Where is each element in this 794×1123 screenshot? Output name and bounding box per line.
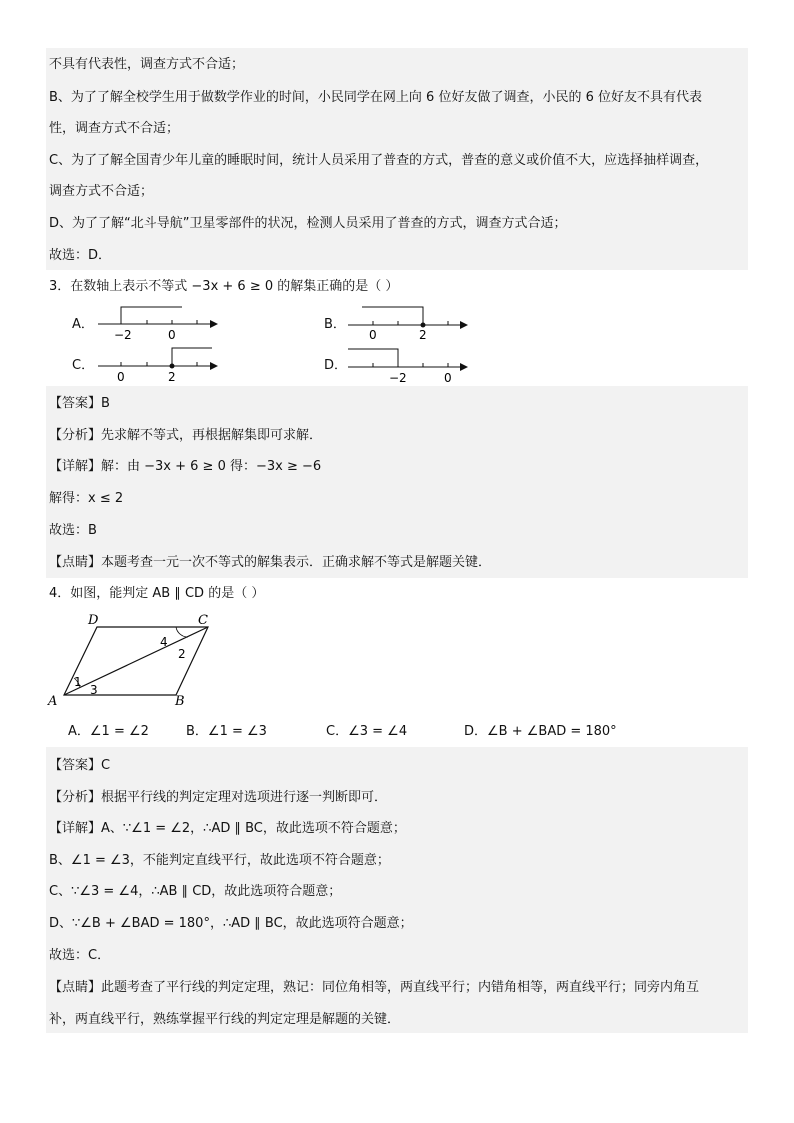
q3-option-d-label: D．: [324, 358, 348, 373]
prev-line-4: C、为了了解全国青少年儿童的睡眠时间，统计人员采用了普查的方式，普查的意义或价值不大，应选择抽样调查，: [49, 153, 709, 168]
q4-detail-c: C、∵∠3 = ∠4，∴AB ∥ CD，故此选项符合题意；: [49, 884, 342, 899]
q4-vertex-b: B: [175, 694, 185, 709]
q4-figure: [44, 612, 224, 712]
q3-number-line-b: [346, 300, 476, 340]
q4-vertex-d: D: [88, 613, 99, 628]
q3-comment: 【点睛】本题考查一元一次不等式的解集表示．正确求解不等式是解题关键．: [49, 555, 492, 570]
q4-angle-2: 2: [178, 647, 186, 661]
q3-d-tick-1: −2: [389, 371, 407, 382]
q3-detail: 【详解】解：由 −3x + 6 ≥ 0 得：−3x ≥ −6: [49, 459, 322, 474]
q3-option-b-label: B．: [324, 317, 346, 332]
q4-angle-4: 4: [160, 635, 168, 649]
q3-c-tick-2: 2: [168, 370, 176, 382]
q3-analysis: 【分析】先求解不等式，再根据解集即可求解．: [49, 428, 323, 443]
q3-b-tick-2: 2: [419, 328, 427, 340]
q3-solve: 解得：x ≤ 2: [49, 491, 124, 506]
q3-a-tick-1: −2: [114, 328, 132, 340]
q4-comment-1: 【点睛】此题考查了平行线的判定定理，熟记：同位角相等，两直线平行；内错角相等，两直线平行；同旁内角互: [49, 980, 700, 995]
q4-detail-d: D、∵∠B + ∠BAD = 180°，∴AD ∥ BC，故此选项符合题意；: [49, 916, 413, 931]
q3-option-a-label: A．: [72, 317, 94, 332]
q3-stem: 3．在数轴上表示不等式 −3x + 6 ≥ 0 的解集正确的是（ ）: [49, 279, 399, 294]
prev-line-3: 性，调查方式不合适；: [49, 121, 180, 136]
q4-vertex-c: C: [198, 613, 208, 628]
prev-line-5: 调查方式不合适；: [49, 184, 154, 199]
q4-stem: 4．如图，能判定 AB ∥ CD 的是（ ）: [49, 586, 265, 601]
prev-line-6: D、为了了解“北斗导航”卫星零部件的状况，检测人员采用了普查的方式，调查方式合适；: [49, 216, 567, 231]
q4-option-c: C．∠3 = ∠4: [326, 724, 408, 739]
q4-option-a: A．∠1 = ∠2: [68, 724, 149, 739]
prev-line-2: B、为了了解全校学生用于做数学作业的时间，小民同学在网上向 6 位好友做了调查，小民的 6 位好友不具有代表: [49, 90, 702, 105]
q3-a-tick-2: 0: [168, 328, 176, 340]
q3-answer: 【答案】B: [49, 396, 110, 411]
prev-line-1: 不具有代表性，调查方式不合适；: [49, 57, 245, 72]
q3-d-tick-2: 0: [444, 371, 452, 382]
q4-detail-a: 【详解】A、∵∠1 = ∠2，∴AD ∥ BC，故此选项不符合题意；: [49, 821, 406, 836]
q4-comment-2: 补，两直线平行，熟练掌握平行线的判定定理是解题的关键．: [49, 1012, 401, 1027]
q3-choose: 故选：B: [49, 523, 97, 538]
q3-c-tick-1: 0: [117, 370, 125, 382]
q4-analysis: 【分析】根据平行线的判定定理对选项进行逐一判断即可．: [49, 790, 388, 805]
q4-choose: 故选：C．: [49, 948, 111, 963]
q3-number-line-c: [96, 342, 226, 382]
q4-answer: 【答案】C: [49, 758, 111, 773]
q4-vertex-a: A: [48, 694, 58, 709]
q4-option-d: D．∠B + ∠BAD = 180°: [464, 724, 617, 739]
q4-option-b: B．∠1 = ∠3: [186, 724, 267, 739]
q4-angle-1: 1: [74, 675, 82, 689]
q3-solution-block: [46, 386, 748, 578]
q3-number-line-a: [96, 300, 226, 340]
q4-detail-b: B、∠1 = ∠3，不能判定直线平行，故此选项不符合题意；: [49, 853, 390, 868]
q3-option-c-label: C．: [72, 358, 95, 373]
prev-line-7: 故选：D．: [49, 248, 112, 263]
q4-angle-3: 3: [90, 683, 98, 697]
q3-number-line-d: [346, 342, 476, 382]
q3-b-tick-1: 0: [369, 328, 377, 340]
